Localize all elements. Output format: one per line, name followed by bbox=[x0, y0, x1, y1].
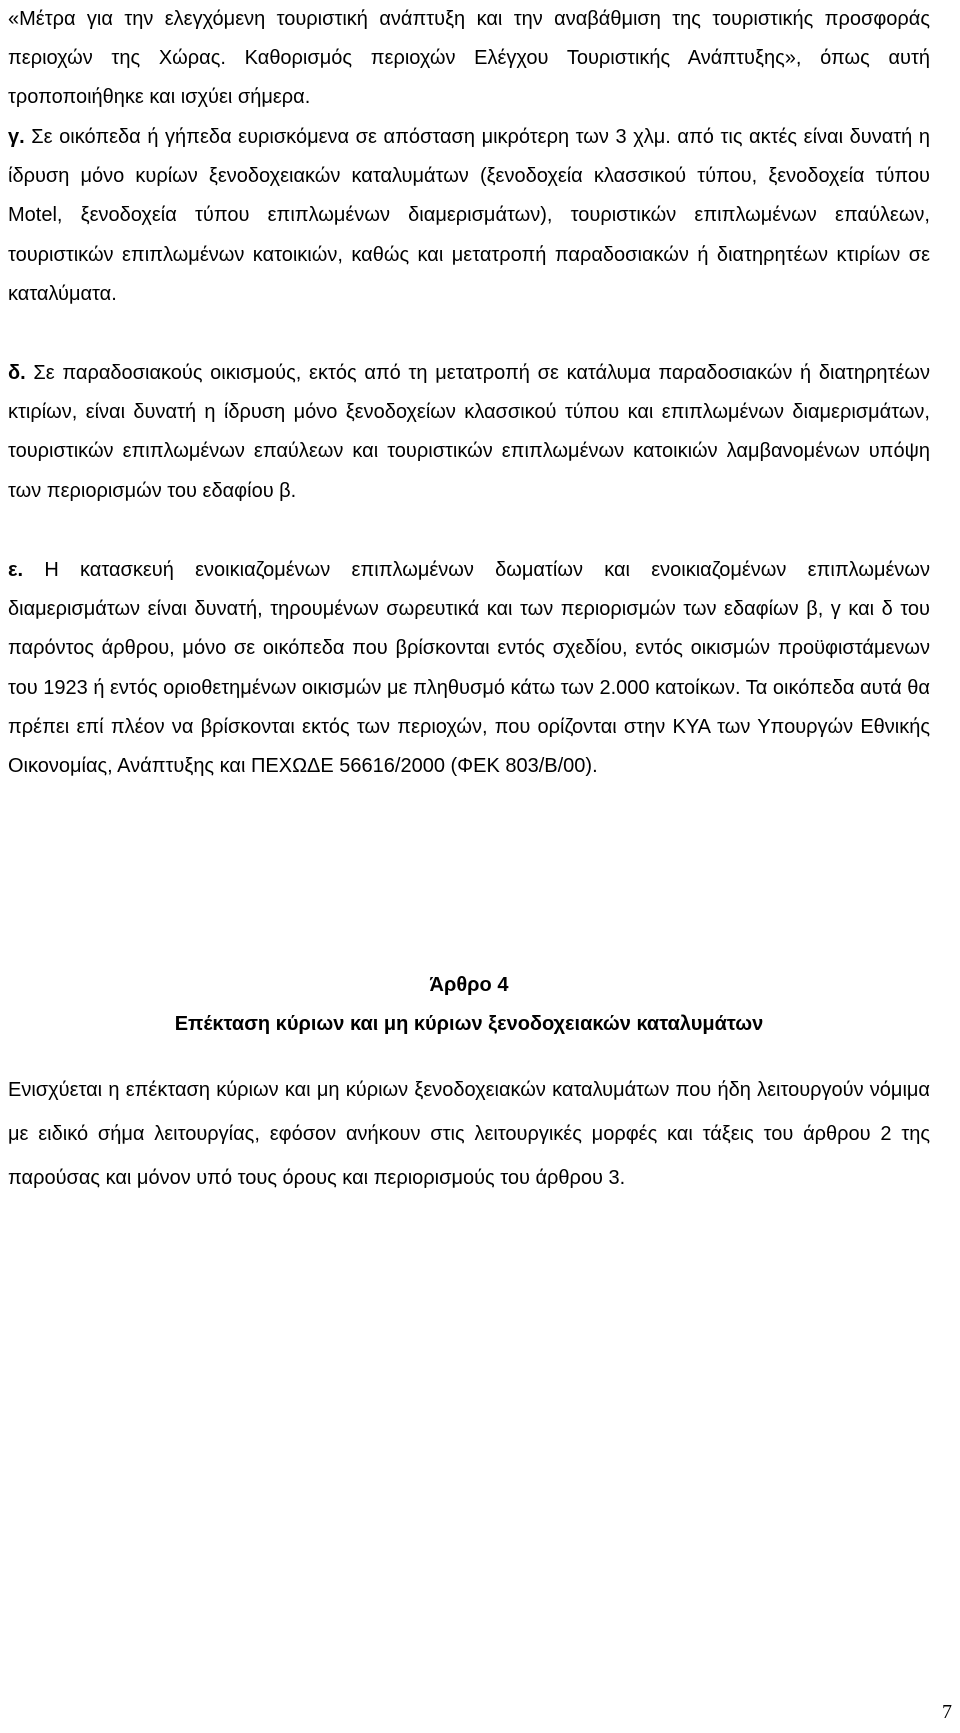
paragraph-law-title-continuation: «Μέτρα για την ελεγχόμενη τουριστική ανάπτυξη και την αναβάθμιση της τουριστικής προσφοράς περιοχών της Χώρας. Καθορισμός περιοχών Ελέγχου Τουριστικής Ανάπτυξης», όπως αυτή τροποποιήθηκε και ισχύει σήμερα. bbox=[8, 8, 930, 109]
paragraph-marker-d: δ. bbox=[8, 362, 26, 384]
paragraph-marker-e: ε. bbox=[8, 559, 24, 581]
paragraph-text-g: Σε οικόπεδα ή γήπεδα ευρισκόμενα σε απόσταση μικρότερη των 3 χλμ. από τις ακτές είναι δυνατή η ίδρυση μόνο κυρίων ξενοδοχειακών καταλυμάτων (ξενοδοχεία κλασσικού τύπου, ξενοδοχεία τύπου Motel, ξενοδοχεία τύπου επιπλωμένων διαμερισμάτων), τουριστικών επιπλωμένων επαύλεων, τουριστικών επιπλωμένων κατοικιών, καθώς και μετατροπή παραδοσιακών ή διατηρητέων κτιρίων σε καταλύματα. bbox=[8, 126, 930, 305]
article-body-paragraph: Ενισχύεται η επέκταση κύριων και μη κύριων ξενοδοχειακών καταλυμάτων που ήδη λειτουργούν νόμιμα με ειδικό σήμα λειτουργίας, εφόσον ανήκουν στις λειτουργικές μορφές και τάξεις του άρθρου 2 της παρούσας και μόνον υπό τους όρους και περιορισμούς του άρθρου 3. bbox=[8, 1079, 930, 1189]
page-number: 7 bbox=[942, 1701, 952, 1723]
paragraph-d bbox=[8, 354, 930, 511]
article-number-heading: Άρθρο 4 bbox=[429, 974, 509, 996]
paragraph-text-e: Η κατασκευή ενοικιαζομένων επιπλωμένων δωματίων και ενοικιαζομένων επιπλωμένων διαμερισμάτων είναι δυνατή, τηρουμένων σωρευτικά και των περιορισμών των εδαφίων β, γ και δ του παρόντος άρθρου, μόνο σε οικόπεδα που βρίσκονται εντός σχεδίου, εντός οικισμών προϋφιστάμενων του 1923 ή εντός οριοθετημένων οικισμών με πληθυσμό κάτω των 2.000 κατοίκων. Τα οικόπεδα αυτά θα πρέπει επί πλέον να βρίσκονται εκτός των περιοχών, που ορίζονται στην ΚΥΑ των Υπουργών Εθνικής Οικονομίας, Ανάπτυξης και ΠΕΧΩΔΕ 56616/2000 (ΦΕΚ 803/Β/00). bbox=[8, 559, 930, 778]
paragraph-text-d: Σε παραδοσιακούς οικισμούς, εκτός από τη μετατροπή σε κατάλυμα παραδοσιακών ή διατηρητέων κτιρίων, είναι δυνατή η ίδρυση μόνο ξενοδοχείων κλασσικού τύπου και επιπλωμένων διαμερισμάτων, τουριστικών επιπλωμένων επαύλεων και τουριστικών επιπλωμένων κατοικιών λαμβανομένων υπόψη των περιορισμών του εδαφίου β. bbox=[8, 362, 930, 502]
paragraph-marker-g: γ. bbox=[8, 126, 25, 148]
paragraph-e bbox=[8, 551, 930, 786]
paragraph-g bbox=[8, 118, 930, 314]
article-title-heading: Επέκταση κύριων και μη κύριων ξενοδοχειακών καταλυμάτων bbox=[174, 1013, 764, 1035]
